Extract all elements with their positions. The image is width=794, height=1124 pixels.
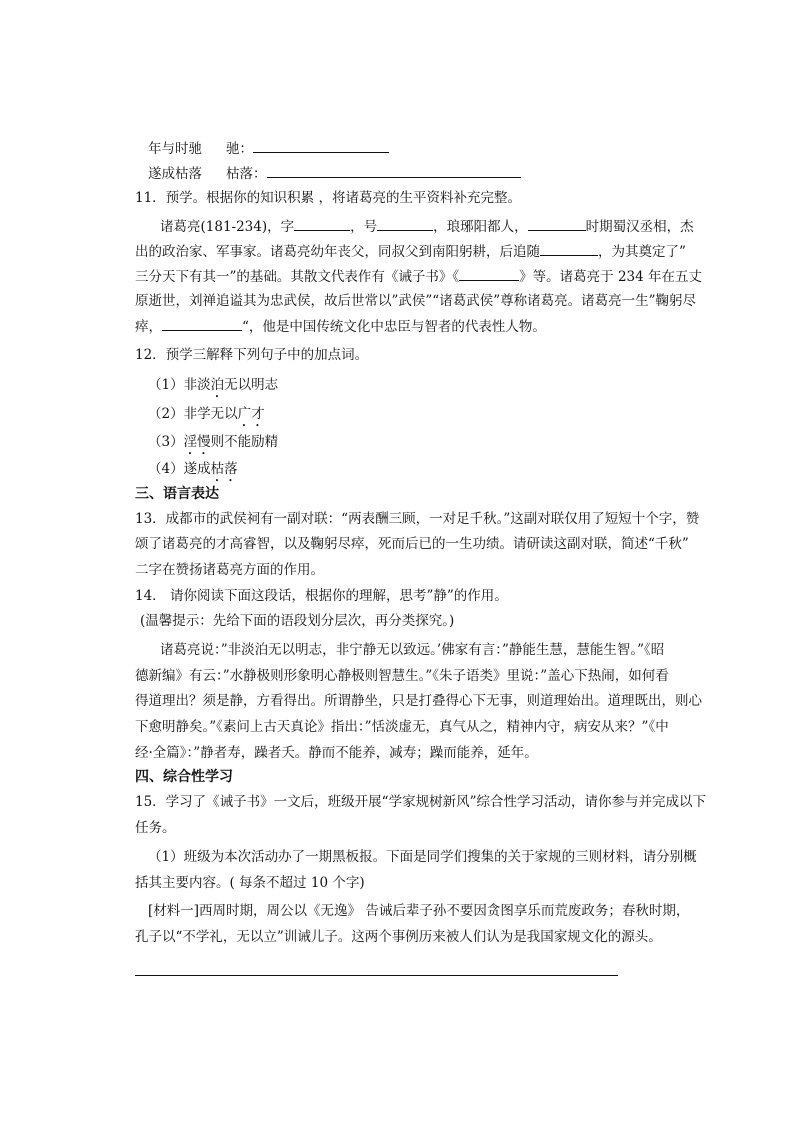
dotted-word: 广才	[237, 406, 265, 422]
vocab-key: 枯落：	[226, 166, 267, 182]
q14-passage-line-5: 经·全篇》：”静者寿，躁者夭。静而不能养，减寿；躁而能养，延年。	[135, 745, 538, 761]
vocab-key: 驰：	[226, 141, 253, 157]
q15-line-1: 15．学习了《诫子书》一文后，班级开展“学家规树新风”综合性学习活动，请你参与并完成以下	[135, 794, 706, 810]
section-heading-3: 三、语言表达	[135, 486, 219, 502]
answer-blank[interactable]	[253, 138, 389, 153]
vocab-line-1	[148, 138, 389, 159]
q14-passage-line-3: 得道理出？须是静，方看得出。所谓静坐，只是打叠得心下无事，则道理始出。道理既出，则心	[135, 693, 702, 709]
material-1-line-1: [材料一]西周时期，周公以《无逸》 告诫后辈子孙不要因贪图享乐而荒废政务；春秋时期，	[148, 903, 690, 919]
dotted-word: 枯落	[210, 461, 238, 477]
q14-passage-line-2: 德新编》有云：”水静极则形象明心静极则智慧生。”《朱子语类》里说：”盖心下热闹，如何看	[135, 668, 669, 684]
q14-passage-line-1: 诸葛亮说：”非淡泊无以明志，非宁静无以致远。’佛家有言：”静能生慧，慧能生智。”《昭	[160, 642, 665, 658]
answer-blank[interactable]	[267, 163, 521, 178]
q14-passage-line-4: 下愈明静矣。”《素问上古天真论》指出：”恬淡虚无，真气从之，精神内守，病安从来？”《中	[135, 719, 669, 735]
q12-item-1: （1）非淡泊无以明志	[148, 377, 279, 393]
answer-blank[interactable]	[377, 216, 433, 231]
q11-line-1: 诸葛亮(181-234)，字 ，号 ，琅琊阳都人， 时期蜀汉丞相，杰	[160, 216, 694, 237]
dotted-word: 泊	[210, 377, 225, 393]
answer-line[interactable]	[135, 975, 618, 976]
q15-task-1-line-1: （1）班级为本次活动办了一期黑板报。下面是同学们搜集的关于家规的三则材料，请分别概	[148, 849, 697, 865]
q12-item-4: （4）遂成枯落	[148, 461, 238, 477]
q12-item-3: （3）淫慢则不能励精	[148, 434, 279, 450]
answer-blank[interactable]	[528, 216, 586, 231]
q11-line-2: 出的政治家、军事家。诸葛亮幼年丧父，同叔父到南阳躬耕，后追随 ，为其奠定了”	[135, 241, 686, 262]
q15-line-2: 任务。	[135, 820, 176, 836]
q12-item-2: （2）非学无以广才	[148, 406, 265, 422]
vocab-word: 遂成枯落	[148, 166, 202, 182]
question-14: 14． 请你阅读下面这段话，根据你的理解，思考”静”的作用。	[135, 588, 508, 604]
q14-tip: (温馨提示：先给下面的语段划分层次，再分类探究。)	[140, 613, 455, 629]
q13-line-1: 13．成都市的武侯祠有一副对联：“两表酬三顾，一对足千秋。”这副对联仅用了短短十个字，赞	[135, 511, 700, 527]
q13-line-3: 二字在赞扬诸葛亮方面的作用。	[135, 562, 324, 578]
answer-blank[interactable]	[162, 316, 242, 331]
q13-line-2: 颂了诸葛亮的才高睿智，以及鞠躬尽瘁，死而后已的一生功绩。请研读这副对联，简述“千秋”	[135, 536, 689, 552]
q11-line-5: 瘁， “，他是中国传统文化中忠臣与智者的代表性人物。	[135, 316, 546, 337]
answer-blank[interactable]	[459, 266, 519, 281]
q11-line-3: 三分天下有其一”的基础。其散文代表作有《诫子书》《 》等。诸葛亮于 234 年在五丈	[135, 266, 702, 287]
answer-blank[interactable]	[294, 216, 350, 231]
dotted-word: 淫慢	[183, 434, 211, 450]
vocab-line-2	[148, 163, 521, 184]
material-1-line-2: 孔子以“不学礼，无以立”训诫儿子。这两个事例历来被人们认为是我国家规文化的源头。	[135, 929, 662, 945]
question-12: 12．预学三解释下列句子中的加点词。	[135, 347, 369, 363]
q15-task-1-line-2: 括其主要内容。( 每条不超过 10 个字)	[135, 875, 365, 891]
answer-blank[interactable]	[540, 241, 598, 256]
vocab-word: 年与时驰	[148, 141, 202, 157]
q11-line-4: 原逝世，刘禅追谥其为忠武侯，故后世常以”武侯”“诸葛武侯”尊称诸葛亮。诸葛亮一生”鞠躬尽	[135, 293, 697, 309]
section-heading-4: 四、综合性学习	[135, 769, 233, 785]
question-11: 11．预学。根据你的知识积累 ，将诸葛亮的生平资料补充完整。	[135, 190, 521, 206]
